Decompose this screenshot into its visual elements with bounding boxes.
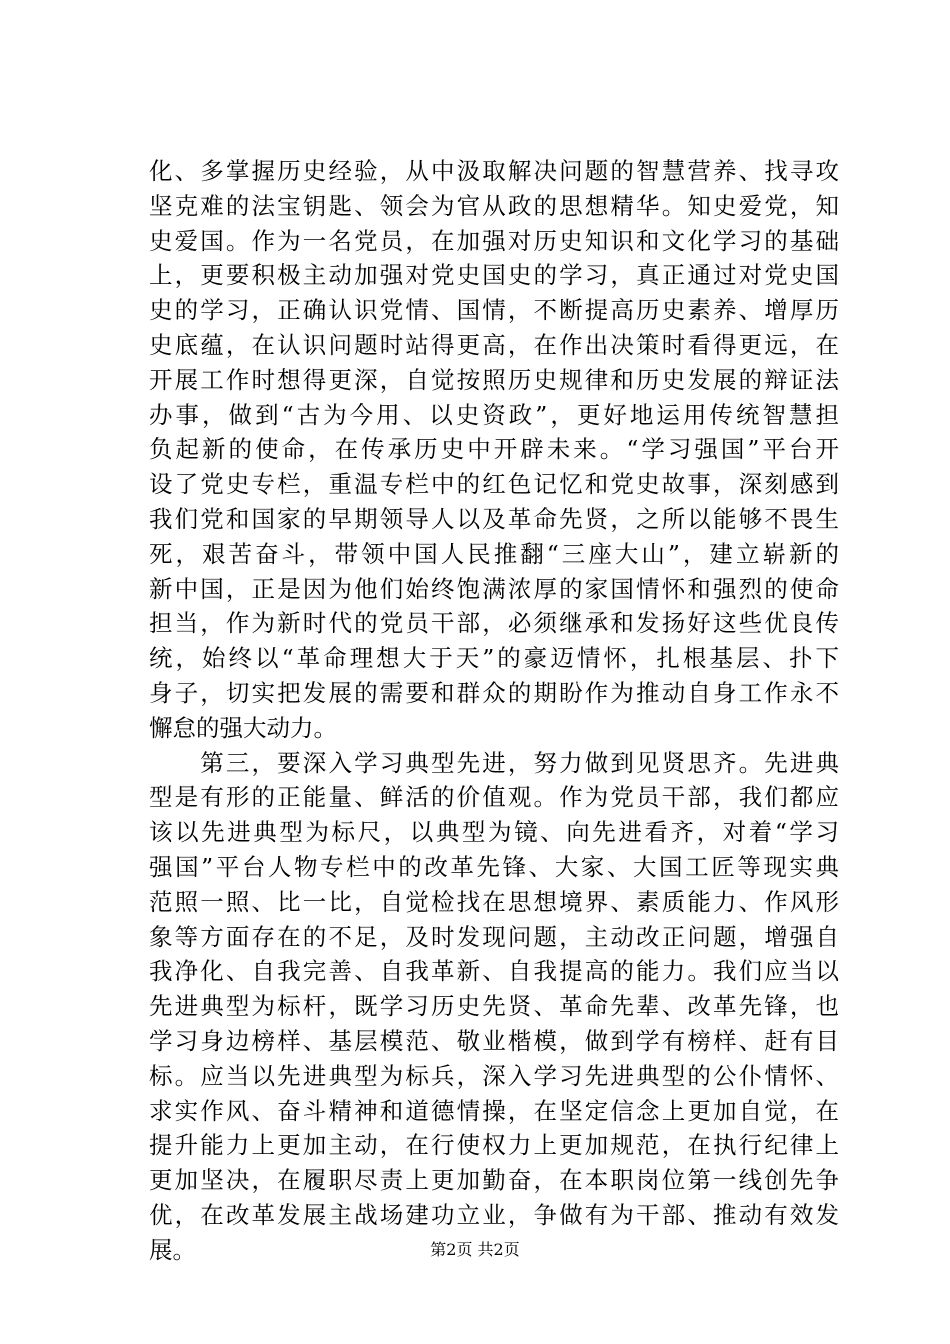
text-line: 统，始终以“革命理想大于天”的豪迈情怀，扎根基层、扑下 [149,644,839,673]
text-line: 第三，要深入学习典型先进，努力做到见贤思齐。先进典 [149,748,839,777]
text-line: 范照一照、比一比，自觉检找在思想境界、素质能力、作风形 [149,887,839,916]
text-line: 该以先进典型为标尺，以典型为镜、向先进看齐，对着“学习 [149,818,839,847]
page-number: 第2页 共2页 [430,1240,520,1259]
text-line: 担当，作为新时代的党员干部，必须继承和发扬好这些优良传 [149,609,839,638]
text-line: 史的学习，正确认识党情、国情，不断提高历史素养、增厚历 [149,296,839,325]
paragraph-2 [149,746,839,1268]
text-line: 更加坚决，在履职尽责上更加勤奋，在本职岗位第一线创先争 [149,1166,839,1195]
text-line: 身子，切实把发展的需要和群众的期盼作为推动自身工作永不 [149,678,839,707]
text-line: 化、多掌握历史经验，从中汲取解决问题的智慧营养、找寻攻 [149,157,839,185]
text-line: 我净化、自我完善、自我革新、自我提高的能力。我们应当以 [149,957,839,986]
text-line: 负起新的使命，在传承历史中开辟未来。“学习强国”平台开 [149,435,839,464]
page-footer [0,1240,950,1260]
text-line: 学习身边榜样、基层模范、敬业楷模，做到学有榜样、赶有目 [149,1026,839,1055]
text-line: 我们党和国家的早期领导人以及革命先贤，之所以能够不畏生 [149,504,839,533]
text-line: 型是有形的正能量、鲜活的价值观。作为党员干部，我们都应 [149,783,839,812]
text-line: 求实作风、奋斗精神和道德情操，在坚定信念上更加自觉，在 [149,1096,839,1125]
text-line: 提升能力上更加主动，在行使权力上更加规范，在执行纪律上 [149,1131,839,1160]
text-line: 上，更要积极主动加强对党史国史的学习，真正通过对党史国 [149,261,839,290]
text-line: 死，艰苦奋斗，带领中国人民推翻“三座大山”，建立崭新的 [149,539,839,568]
text-line: 设了党史专栏，重温专栏中的红色记忆和党史故事，深刻感到 [149,470,839,499]
text-line: 标。应当以先进典型为标兵，深入学习先进典型的公仆情怀、 [149,1061,839,1090]
text-line: 史爱国。作为一名党员，在加强对历史知识和文化学习的基础 [149,226,839,255]
text-line: 展。 [149,1235,196,1264]
text-line: 优，在改革发展主战场建功立业，争做有为干部、推动有效发 [149,1200,839,1229]
paragraph-1 [149,154,839,746]
text-line: 先进典型为标杆，既学习历史先贤、革命先辈、改革先锋，也 [149,992,839,1021]
document-body [149,154,839,1268]
text-line: 史底蕴，在认识问题时站得更高，在作出决策时看得更远，在 [149,330,839,359]
text-line: 办事，做到“古为今用、以史资政”，更好地运用传统智慧担 [149,400,839,429]
text-line: 开展工作时想得更深，自觉按照历史规律和历史发展的辩证法 [149,365,839,394]
text-line: 新中国，正是因为他们始终饱满浓厚的家国情怀和强烈的使命 [149,574,839,603]
text-line: 坚克难的法宝钥匙、领会为官从政的思想精华。知史爱党，知 [149,191,839,220]
text-line: 强国”平台人物专栏中的改革先锋、大家、大国工匠等现实典 [149,852,839,881]
text-line: 象等方面存在的不足，及时发现问题，主动改正问题，增强自 [149,922,839,951]
text-line: 懈怠的强大动力。 [149,713,337,742]
